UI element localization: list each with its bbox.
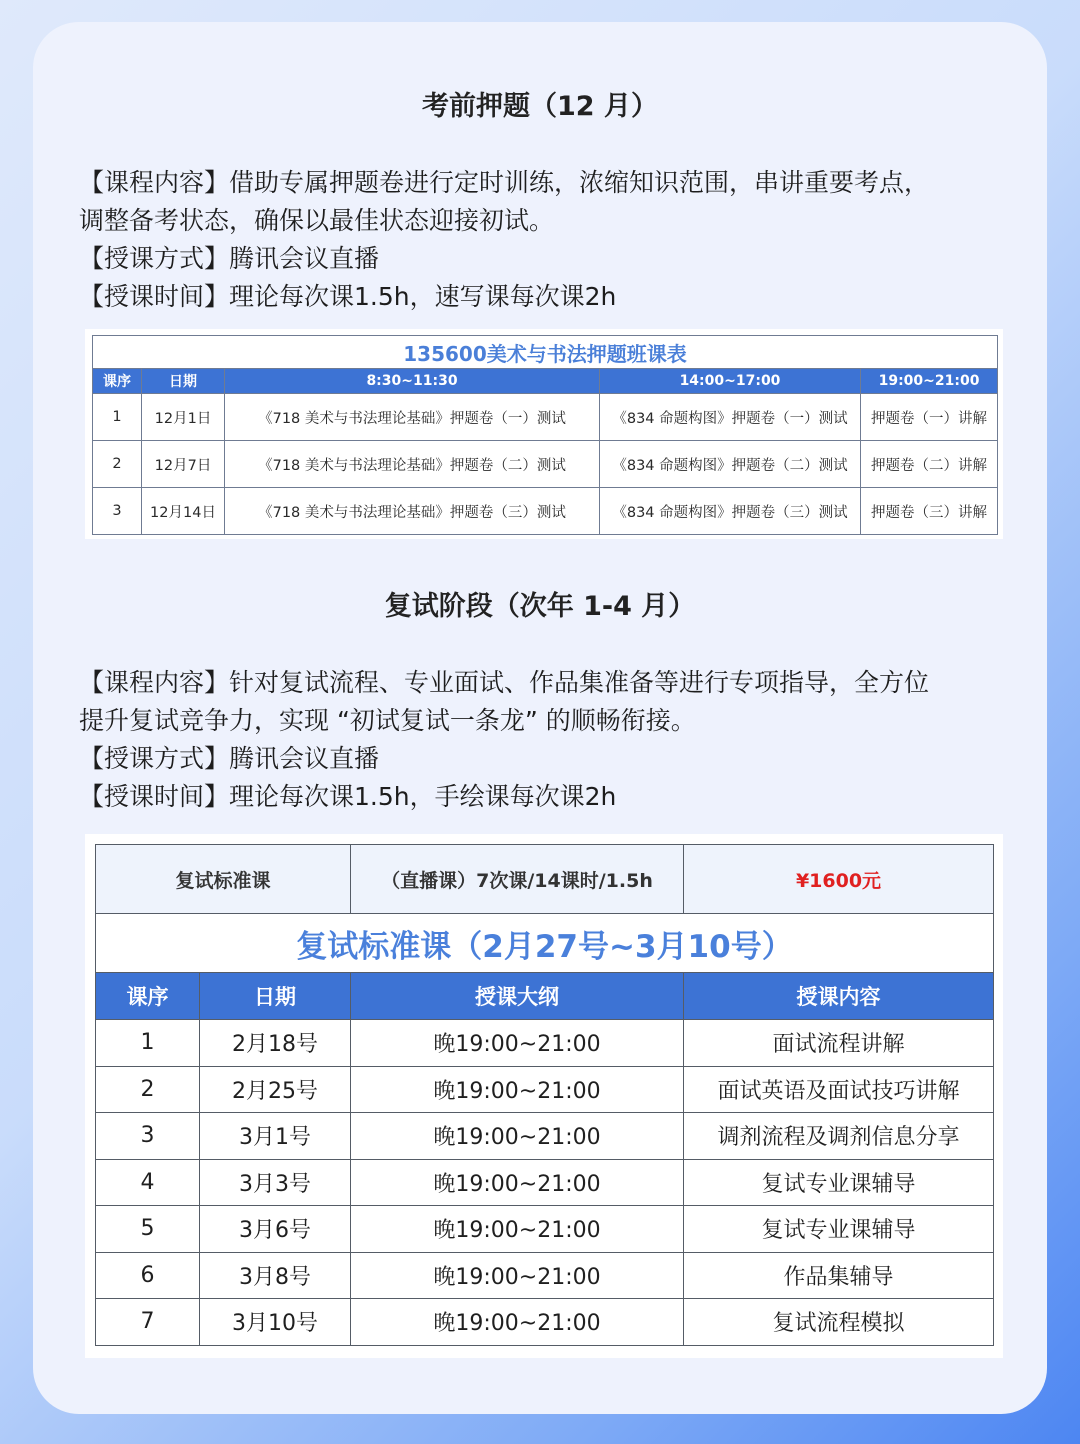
retest-table xyxy=(95,844,994,1346)
table-caption: 复试标准课（2月27号~3月10号） xyxy=(96,914,994,973)
description-line: 调整备考状态，确保以最佳状态迎接初试。 xyxy=(79,206,555,235)
table-cell: 晚19:00~21:00 xyxy=(351,1066,684,1113)
description-line: 【授课时间】理论每次课1.5h，速写课每次课2h xyxy=(79,282,617,311)
table-cell: 《718 美术与书法理论基础》押题卷（二）测试 xyxy=(225,441,600,488)
retest-description xyxy=(79,664,1019,816)
table-cell: 2 xyxy=(93,441,142,488)
table-cell: 面试流程讲解 xyxy=(684,1020,994,1067)
table-row xyxy=(93,488,998,535)
column-header: 课序 xyxy=(93,369,142,394)
table-cell: 1 xyxy=(93,394,142,441)
course-summary-row xyxy=(96,845,994,914)
section-title-retest: 复试阶段（次年 1-4 月） xyxy=(384,591,696,622)
column-header: 课序 xyxy=(96,973,200,1020)
table-cell: 作品集辅导 xyxy=(684,1252,994,1299)
column-header: 19:00~21:00 xyxy=(861,369,998,394)
table-cell: 7 xyxy=(96,1299,200,1346)
course-name: 复试标准课 xyxy=(96,845,351,914)
description-line: 提升复试竞争力，实现 “初试复试一条龙” 的顺畅衔接。 xyxy=(79,706,696,735)
table-row xyxy=(96,1020,994,1067)
table-cell: 押题卷（三）讲解 xyxy=(861,488,998,535)
exam-prep-schedule xyxy=(85,329,1003,539)
table-cell: 2月25号 xyxy=(200,1066,351,1113)
table-cell: 调剂流程及调剂信息分享 xyxy=(684,1113,994,1160)
column-header: 日期 xyxy=(200,973,351,1020)
table-cell: 2月18号 xyxy=(200,1020,351,1067)
column-header: 日期 xyxy=(142,369,225,394)
description-line: 【课程内容】针对复试流程、专业面试、作品集准备等进行专项指导，全方位 xyxy=(79,668,930,697)
course-price: ¥1600元 xyxy=(684,845,994,914)
description-line: 【授课方式】腾讯会议直播 xyxy=(79,744,380,773)
table-cell: 2 xyxy=(96,1066,200,1113)
table-cell: 3 xyxy=(96,1113,200,1160)
table-cell: 《834 命题构图》押题卷（二）测试 xyxy=(600,441,861,488)
retest-schedule xyxy=(85,834,1003,1358)
table-cell: 押题卷（一）讲解 xyxy=(861,394,998,441)
content-card xyxy=(33,22,1047,1414)
table-cell: 晚19:00~21:00 xyxy=(351,1206,684,1253)
column-header: 8:30~11:30 xyxy=(225,369,600,394)
table-row xyxy=(96,1252,994,1299)
section-title-exam-prep: 考前押题（12 月） xyxy=(422,91,658,122)
table-row xyxy=(96,1299,994,1346)
table-cell: 复试专业课辅导 xyxy=(684,1159,994,1206)
description-line: 【课程内容】借助专属押题卷进行定时训练，浓缩知识范围，串讲重要考点， xyxy=(79,168,930,197)
table-cell: 《834 命题构图》押题卷（一）测试 xyxy=(600,394,861,441)
table-cell: 面试英语及面试技巧讲解 xyxy=(684,1066,994,1113)
table-cell: 3月3号 xyxy=(200,1159,351,1206)
table-cell: 4 xyxy=(96,1159,200,1206)
table-cell: 复试专业课辅导 xyxy=(684,1206,994,1253)
table-cell: 复试流程模拟 xyxy=(684,1299,994,1346)
table-cell: 晚19:00~21:00 xyxy=(351,1020,684,1067)
table-cell: 3月8号 xyxy=(200,1252,351,1299)
column-header: 14:00~17:00 xyxy=(600,369,861,394)
table-row xyxy=(96,1066,994,1113)
column-header: 授课内容 xyxy=(684,973,994,1020)
table-cell: 3月6号 xyxy=(200,1206,351,1253)
table-cell: 押题卷（二）讲解 xyxy=(861,441,998,488)
table-cell: 《718 美术与书法理论基础》押题卷（一）测试 xyxy=(225,394,600,441)
table-cell: 3 xyxy=(93,488,142,535)
table-cell: 晚19:00~21:00 xyxy=(351,1159,684,1206)
table-cell: 5 xyxy=(96,1206,200,1253)
description-line: 【授课方式】腾讯会议直播 xyxy=(79,244,380,273)
table-cell: 3月1号 xyxy=(200,1113,351,1160)
table-cell: 12月1日 xyxy=(142,394,225,441)
table-cell: 《834 命题构图》押题卷（三）测试 xyxy=(600,488,861,535)
course-info: （直播课）7次课/14课时/1.5h xyxy=(351,845,684,914)
table-row xyxy=(96,1206,994,1253)
exam-prep-description xyxy=(79,164,1019,316)
table-row xyxy=(93,394,998,441)
table-cell: 1 xyxy=(96,1020,200,1067)
table-cell: 6 xyxy=(96,1252,200,1299)
table-row xyxy=(96,1159,994,1206)
exam-prep-table xyxy=(92,335,998,535)
table-cell: 晚19:00~21:00 xyxy=(351,1252,684,1299)
table-cell: 晚19:00~21:00 xyxy=(351,1113,684,1160)
table-cell: 3月10号 xyxy=(200,1299,351,1346)
table-row xyxy=(93,441,998,488)
table-caption: 135600美术与书法押题班课表 xyxy=(93,336,998,369)
table-row xyxy=(96,1113,994,1160)
table-cell: 晚19:00~21:00 xyxy=(351,1299,684,1346)
column-header: 授课大纲 xyxy=(351,973,684,1020)
table-cell: 《718 美术与书法理论基础》押题卷（三）测试 xyxy=(225,488,600,535)
table-cell: 12月7日 xyxy=(142,441,225,488)
table-cell: 12月14日 xyxy=(142,488,225,535)
description-line: 【授课时间】理论每次课1.5h，手绘课每次课2h xyxy=(79,782,617,811)
